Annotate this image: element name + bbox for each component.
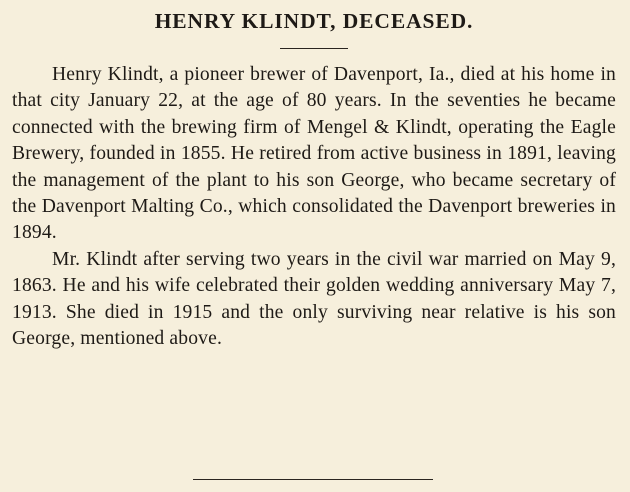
article-body <box>12 62 616 352</box>
article-headline: HENRY KLINDT, DECEASED. <box>154 9 474 33</box>
article-paragraph-1: Henry Klindt, a pioneer brewer of Davenport, Ia., died at his home in that city January 22, at the age of 80 years. In the seventies he became connected with the brewing firm of Mengel & Klindt, operating the Eagle Brewery, founded in 1855. He retired from active business in 1891, leaving the management of the plant to his son George, who became secretary of the Davenport Malting Co., which consolidated the Davenport breweries in 1894. <box>12 64 616 244</box>
headline-divider <box>280 48 348 49</box>
article-paragraph-2: Mr. Klindt after serving two years in the civil war married on May 9, 1863. He and his wife celebrated their golden wedding anniversary May 7, 1913. She died in 1915 and the only surviving near relative is his son George, mentioned above. <box>12 248 616 350</box>
article-end-divider <box>193 479 433 480</box>
